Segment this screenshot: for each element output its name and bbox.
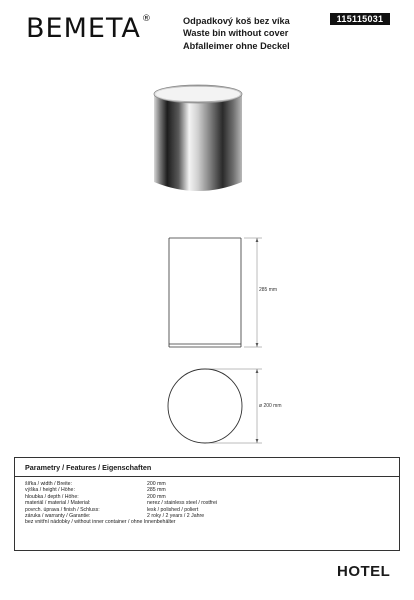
param-value: lesk / polished / poliert <box>147 506 199 513</box>
param-note: bez vnitřní nádobky / without inner container / ohne Innenbehälter <box>25 519 176 526</box>
param-value: 285 mm <box>147 487 166 494</box>
parameters-panel <box>14 457 400 551</box>
param-label: výška / height / Höhe: <box>25 487 75 494</box>
brand-logo <box>26 13 152 44</box>
registered-mark: ® <box>141 14 152 24</box>
product-titles <box>183 15 290 52</box>
title-de: Abfalleimer ohne Deckel <box>183 40 290 51</box>
diameter-dimension <box>207 369 262 443</box>
divider <box>15 476 399 477</box>
param-value: 200 mm <box>147 493 166 500</box>
param-value: nerez / stainless steel / rostfrei <box>147 500 218 507</box>
param-label: záruka / warranty / Garantie: <box>25 512 91 519</box>
param-label: materiál / material / Material: <box>25 500 91 507</box>
brand-name: BEMETA <box>26 13 141 44</box>
technical-drawing <box>150 228 300 448</box>
param-value: 200 mm <box>147 481 166 487</box>
param-value: 2 roky / 2 years / 2 Jahre <box>147 512 205 519</box>
top-view <box>168 369 242 443</box>
title-cz: Odpadkový koš bez víka <box>183 16 290 26</box>
param-label: hloubka / depth / Höhe: <box>25 493 79 500</box>
title-en: Waste bin without cover <box>183 28 289 39</box>
product-code-badge: 115115031 <box>330 13 390 25</box>
diameter-label: ø 200 mm <box>259 403 282 409</box>
category-label: HOTEL <box>337 563 391 580</box>
side-view <box>169 238 241 347</box>
parameters-heading: Parametry / Features / Eigenschaften <box>25 463 152 472</box>
param-label: šířka / width / Breite: <box>25 481 72 487</box>
height-label: 285 mm <box>259 287 278 293</box>
param-label: povrch. úprava / finish / Schluss: <box>25 506 100 513</box>
product-photo <box>148 82 248 202</box>
